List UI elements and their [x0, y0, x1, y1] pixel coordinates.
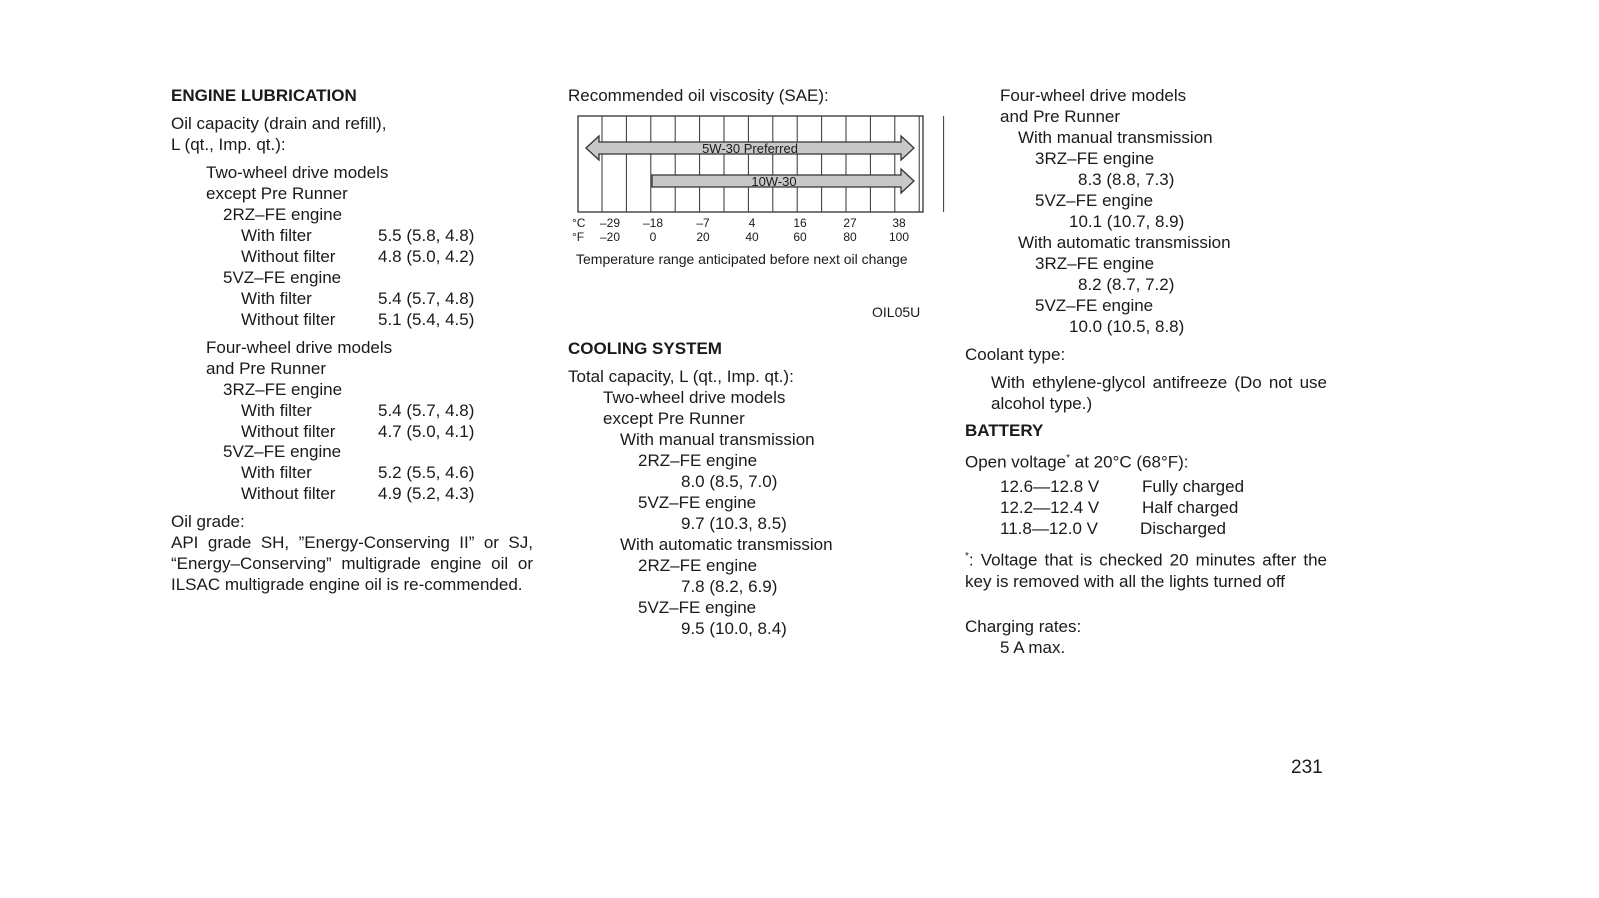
four-wd-5vz-engine: 5VZ–FE engine: [223, 442, 342, 461]
celsius-tick-labels: [600, 216, 906, 230]
spec-value: 4.9 (5.2, 4.3): [378, 484, 475, 503]
two-wd-5vz-engine: 5VZ–FE engine: [223, 268, 342, 287]
manual-transmission-label: With manual transmission: [1018, 128, 1213, 147]
footnote-asterisk: *: [1066, 453, 1071, 464]
open-voltage-text: Open voltage: [965, 452, 1067, 472]
spec-label: Without filter: [241, 247, 336, 266]
engine-lubrication-heading: ENGINE LUBRICATION: [171, 86, 357, 105]
spec-label: Without filter: [241, 484, 336, 503]
celsius-tick-label: 4: [748, 216, 756, 230]
viscosity-heading: Recommended oil viscosity (SAE):: [568, 86, 829, 105]
engine-label: 2RZ–FE engine: [638, 451, 758, 470]
open-voltage-label: [965, 448, 1189, 473]
spec-label: With filter: [241, 463, 312, 482]
two-wd-subheading: except Pre Runner: [206, 184, 348, 203]
two-wd-2rz-engine: 2RZ–FE engine: [223, 205, 343, 224]
four-wd-subheading: and Pre Runner: [206, 359, 327, 378]
oil-capacity-units: L (qt., Imp. qt.):: [171, 135, 286, 154]
fahrenheit-tick-label: 40: [745, 230, 759, 244]
celsius-tick-label: –7: [696, 216, 710, 230]
fahrenheit-tick-label: –20: [599, 230, 621, 244]
four-wd-3rz-engine: 3RZ–FE engine: [223, 380, 343, 399]
cooling-four-wd-heading: Four-wheel drive models: [1000, 86, 1187, 105]
voltage-range: 11.8—12.0 V: [1000, 519, 1098, 538]
battery-heading: BATTERY: [965, 421, 1044, 440]
engine-label: 5VZ–FE engine: [1035, 191, 1154, 210]
fahrenheit-tick-label: 60: [793, 230, 807, 244]
fahrenheit-tick-labels: [600, 230, 909, 244]
coolant-type-text: With ethylene-glycol antifreeze (Do not use alcohol type.): [991, 373, 1327, 413]
fahrenheit-tick-label: 0: [649, 230, 657, 244]
engine-label: 2RZ–FE engine: [638, 556, 758, 575]
voltage-range: 12.2—12.4 V: [1000, 498, 1100, 517]
cooling-capacity-label: Total capacity, L (qt., Imp. qt.):: [568, 367, 794, 386]
fahrenheit-unit: °F: [572, 230, 585, 244]
engine-label: 5VZ–FE engine: [638, 493, 757, 512]
page-number: 231: [1291, 757, 1323, 778]
viscosity-chart: [572, 116, 930, 246]
charge-state: Half charged: [1142, 498, 1239, 517]
celsius-tick-label: –18: [642, 216, 664, 230]
celsius-tick-label: 38: [892, 216, 906, 230]
voltage-range: 12.6—12.8 V: [1000, 477, 1100, 496]
cooling-system-heading: COOLING SYSTEM: [568, 339, 722, 358]
spec-value: 5.5 (5.8, 4.8): [378, 226, 475, 245]
spec-value: 5.2 (5.5, 4.6): [378, 463, 475, 482]
engine-label: 3RZ–FE engine: [1035, 149, 1155, 168]
automatic-transmission-label: With automatic transmission: [1018, 233, 1231, 252]
engine-label: 3RZ–FE engine: [1035, 254, 1155, 273]
chart-frame: [578, 116, 923, 212]
fahrenheit-tick-label: 20: [696, 230, 710, 244]
spec-value: 8.2 (8.7, 7.2): [1078, 275, 1175, 294]
open-voltage-condition: at 20°C (68°F):: [1070, 452, 1189, 472]
bar-10w30-label: 10W-30: [751, 174, 797, 189]
oil-capacity-label: Oil capacity (drain and refill),: [171, 114, 387, 133]
engine-label: 5VZ–FE engine: [1035, 296, 1154, 315]
oil-grade-text: API grade SH, ”Energy-Conserving II” or SJ, “Energy–Conserving” multigrade engine oil or ILSAC multigrade engine oil is re-commended.: [171, 533, 533, 594]
cooling-four-wd-subheading: and Pre Runner: [1000, 107, 1121, 126]
celsius-unit: °C: [572, 216, 586, 230]
oil-grade-label: Oil grade:: [171, 512, 245, 531]
chart-grid: [602, 116, 944, 212]
footnote-text: : Voltage that is checked 20 minutes after the key is removed with all the lights turned off: [965, 550, 1327, 591]
footnote-mark: *: [965, 551, 969, 562]
cooling-two-wd-heading: Two-wheel drive models: [603, 388, 786, 407]
spec-value: 4.8 (5.0, 4.2): [378, 247, 475, 266]
spec-value: 5.4 (5.7, 4.8): [378, 289, 475, 308]
four-wd-heading: Four-wheel drive models: [206, 338, 393, 357]
fahrenheit-tick-label: 100: [888, 230, 910, 244]
celsius-tick-label: 16: [793, 216, 807, 230]
coolant-type-label: Coolant type:: [965, 345, 1066, 364]
engine-label: 5VZ–FE engine: [638, 598, 757, 617]
cooling-two-wd-subheading: except Pre Runner: [603, 409, 745, 428]
celsius-tick-label: 27: [843, 216, 857, 230]
chart-code: OIL05U: [872, 304, 921, 320]
spec-value: 9.5 (10.0, 8.4): [681, 619, 787, 638]
spec-label: With filter: [241, 289, 312, 308]
spec-label: With filter: [241, 401, 312, 420]
charging-rates-label: Charging rates:: [965, 617, 1082, 636]
automatic-transmission-label: With automatic transmission: [620, 535, 833, 554]
spec-value: 10.1 (10.7, 8.9): [1069, 212, 1185, 231]
bar-5w30-label: 5W-30 Preferred: [702, 141, 798, 156]
spec-value: 5.4 (5.7, 4.8): [378, 401, 475, 420]
chart-caption: Temperature range anticipated before next oil change: [576, 251, 908, 267]
spec-value: 5.1 (5.4, 4.5): [378, 310, 475, 329]
charge-state: Discharged: [1140, 519, 1226, 538]
spec-value: 8.3 (8.8, 7.3): [1078, 170, 1175, 189]
celsius-tick-label: –29: [599, 216, 621, 230]
charging-rates-value: 5 A max.: [1000, 638, 1066, 657]
spec-value: 7.8 (8.2, 6.9): [681, 577, 778, 596]
spec-value: 9.7 (10.3, 8.5): [681, 514, 787, 533]
spec-value: 10.0 (10.5, 8.8): [1069, 317, 1185, 336]
spec-label: Without filter: [241, 310, 336, 329]
two-wd-heading: Two-wheel drive models: [206, 163, 389, 182]
spec-label: With filter: [241, 226, 312, 245]
spec-value: 4.7 (5.0, 4.1): [378, 422, 475, 441]
voltage-footnote: [965, 546, 1327, 592]
spec-label: Without filter: [241, 422, 336, 441]
fahrenheit-tick-label: 80: [843, 230, 857, 244]
manual-transmission-label: With manual transmission: [620, 430, 815, 449]
spec-value: 8.0 (8.5, 7.0): [681, 472, 778, 491]
charge-state: Fully charged: [1142, 477, 1245, 496]
